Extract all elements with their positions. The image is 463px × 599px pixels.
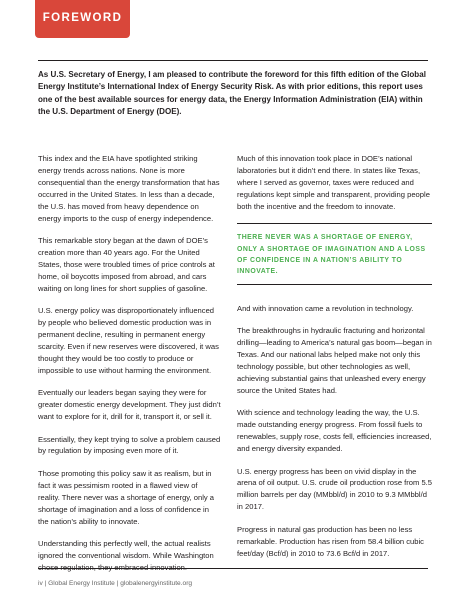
- section-tab: [35, 0, 130, 38]
- paragraph: This remarkable story began at the dawn of DOE’s creation more than 40 years ago. For the United States, those were troubled times of price controls at home, oil boycotts imposed from abroad, and cars waiting on long lines for short supplies of gasoline.: [38, 236, 215, 293]
- paragraph: Much of this innovation took place in DOE’s national laboratories but it didn’t end there. In states like Texas, where I served as governor, taxes were reduced and regulations kept simple and transparent, providing people both the incentive and the freedom to innovate.: [237, 154, 430, 211]
- paragraph: Eventually our leaders began saying they were for greater domestic energy development. They just didn’t want to explore for it, drill for it, transport it, or sell it.: [38, 388, 221, 421]
- right-column: [237, 153, 432, 570]
- paragraph: Essentially, they kept trying to solve a problem caused by regulation by imposing even more of it.: [38, 434, 221, 456]
- paragraph: Understanding this perfectly well, the actual realists ignored the conventional wisdom. While Washington: [38, 539, 214, 560]
- paragraph: Those promoting this policy saw it as realism, but in fact it was pessimism rooted in a flawed view of reality. There never was a shortage of energy, only a shortage of imagination and a loss of confidence in the nation’s ability to innovate.: [38, 468, 215, 526]
- divider: [38, 60, 428, 61]
- footer-divider: [38, 568, 428, 569]
- paragraph: U.S. energy policy was disproportionately influenced by people who believed domestic production was in permanent decline, resulting in permanent energy scarcity. Even if new reserves were discovered, it was thought they would be too costly to produce or impossible to use without harming the environment.: [38, 306, 219, 375]
- pull-quote: THERE NEVER WAS A SHORTAGE OF ENERGY, ONLY A SHORTAGE OF IMAGINATION AND A LOSS OF CONFIDENCE IN A NATION’S ABILITY TO INNOVATE.: [237, 223, 432, 285]
- section-title: FOREWORD: [42, 12, 123, 24]
- paragraph: U.S. energy progress has been on vivid display in the arena of oil output. U.S. crude oil production rose from 5.5 million barrels per day (MMbbl/d) in 2010 to 9.3 MMbbl/d in 2017.: [237, 466, 433, 512]
- paragraph: This index and the EIA have spotlighted striking energy trends across nations. None is more consequential than the energy transformation that has occurred in the United States. In less than a decade, the U.S. has moved from heavy dependence on energy imports to the cusp of energy independence.: [38, 154, 220, 223]
- paragraph: The breakthroughs in hydraulic fracturing and horizontal drilling—leading to America’s natural gas boom—began in Texas. And our national labs helped make not only this technology possible, but other technologies as well, achieving substantial gains that unleashed every energy source the United States had.: [237, 326, 432, 395]
- intro-paragraph: As U.S. Secretary of Energy, I am pleased to contribute the foreword for this fifth edition of the Global Energy Institute’s International Index of Energy Security Risk. As with prior editions, this report uses one of the best available sources for energy data, the Energy Information Administration (EIA) within the U.S. Department of Energy (DOE).: [38, 70, 426, 117]
- page-footer: [38, 572, 428, 590]
- footer-text: iv | Global Energy Institute | globalenergyinstitute.org: [38, 580, 193, 587]
- paragraph: Progress in natural gas production has been no less remarkable. Production has risen from 58.4 billion cubic feet/day (Bcf/d) in 2010 to 73.6 Bcf/d in 2017.: [237, 524, 424, 558]
- paragraph: With science and technology leading the way, the U.S. made outstanding energy progress. From fossil fuels to renewables, supply rose, costs fell, efficiencies increased, and energy diversity expanded.: [237, 408, 432, 453]
- paragraph: And with innovation came a revolution in technology.: [237, 303, 414, 313]
- left-column: [38, 153, 221, 584]
